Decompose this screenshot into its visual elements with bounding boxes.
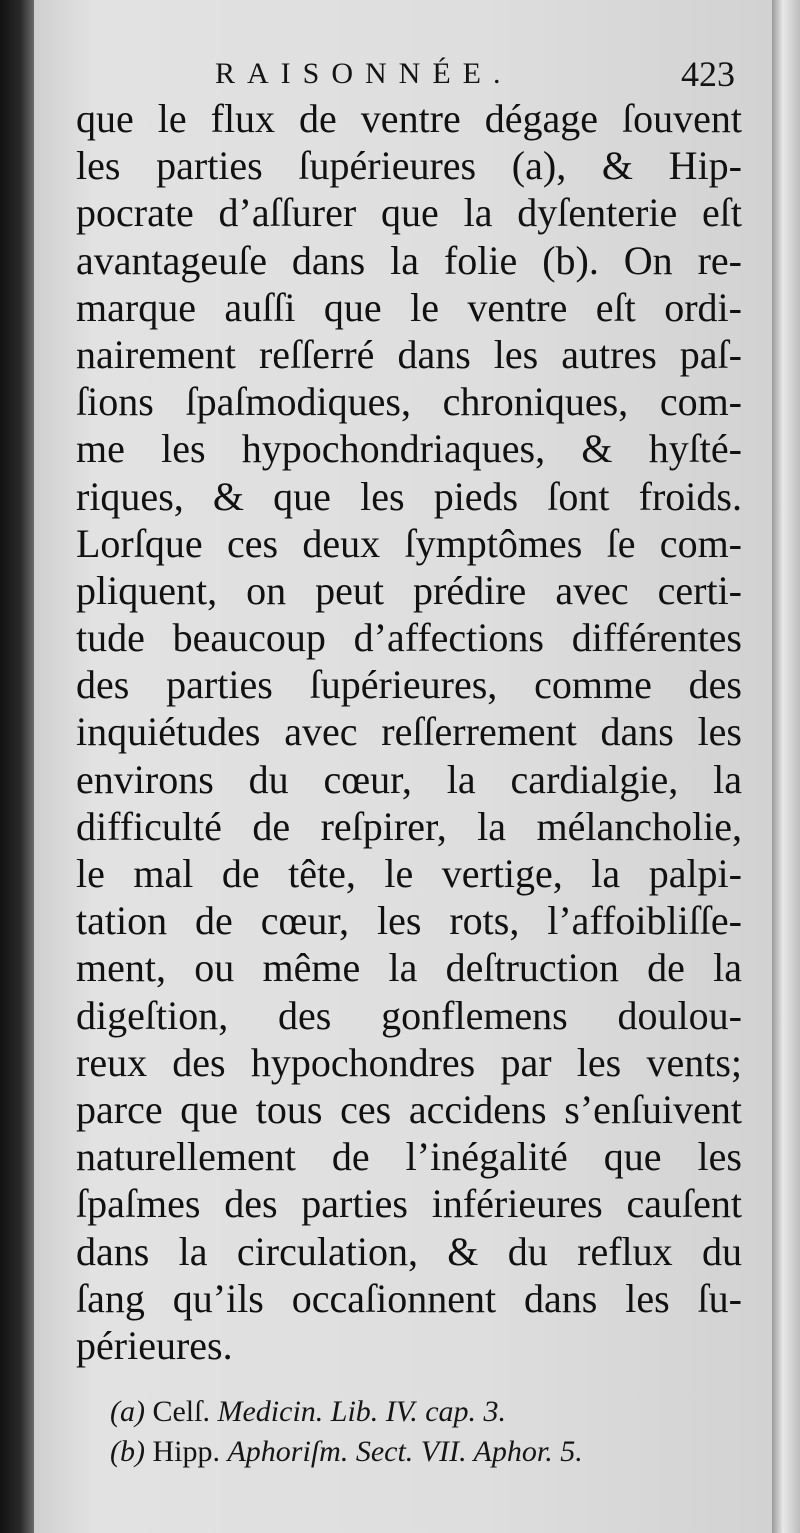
page-gutter-shadow bbox=[0, 0, 34, 1533]
text-line: que le flux de ventre dégage ſouvent bbox=[76, 96, 742, 141]
text-line: nairement reſſerré dans les autres paſ- bbox=[76, 331, 742, 377]
footnote-a bbox=[110, 1392, 710, 1432]
text-line: reux des hypochondres par les vents; bbox=[76, 1039, 742, 1085]
text-line: le mal de tête, le vertige, la palpi- bbox=[76, 851, 742, 896]
text-line: digeſtion, des gonflemens doulou- bbox=[76, 992, 742, 1038]
text-line: ſions ſpaſmodiques, chroniques, com- bbox=[76, 379, 742, 425]
text-line: ſang qu’ils occaſionnent dans les ſu- bbox=[76, 1275, 742, 1321]
text-line: Lorſque ces deux ſymptômes ſe com- bbox=[76, 520, 742, 566]
footnote-reference: Medicin. Lib. IV. cap. 3. bbox=[217, 1395, 507, 1428]
text-line: pocrate d’aſſurer que la dyſenterie eſt bbox=[76, 190, 742, 236]
footnote-mark: (a) bbox=[110, 1395, 145, 1428]
text-line: pliquent, on peut prédire avec certi- bbox=[76, 567, 742, 613]
text-line: ſpaſmes des parties inférieures cauſent bbox=[76, 1181, 742, 1227]
page-number: 423 bbox=[681, 54, 735, 94]
footnote-author: Celſ. bbox=[152, 1395, 210, 1428]
text-line: avantageuſe dans la folie (b). On re- bbox=[76, 237, 742, 283]
text-line: naturellement de l’inégalité que les bbox=[76, 1134, 742, 1180]
text-line: marque auſſi que le ventre eſt ordi- bbox=[76, 284, 742, 330]
text-line: périeures. bbox=[76, 1322, 233, 1368]
text-line: tude beaucoup d’affections différentes bbox=[76, 615, 742, 661]
footnote-author: Hipp. bbox=[152, 1435, 220, 1468]
text-line: des parties ſupérieures, comme des bbox=[76, 662, 742, 708]
footnotes bbox=[110, 1392, 710, 1472]
text-line: difficulté de reſpirer, la mélancholie, bbox=[76, 803, 742, 849]
text-line: tation de cœur, les rots, l’affoibliſſe- bbox=[76, 898, 742, 944]
body-text bbox=[76, 95, 742, 1369]
text-line: inquiétudes avec reſſerrement dans les bbox=[76, 709, 742, 755]
footnote-mark: (b) bbox=[110, 1435, 145, 1468]
footnote-reference: Aphoriſm. Sect. VII. Aphor. 5. bbox=[227, 1435, 583, 1468]
page-header bbox=[215, 52, 735, 96]
text-line: riques, & que les pieds ſont froids. bbox=[76, 473, 742, 519]
text-line: les parties ſupérieures (a), & Hip- bbox=[76, 143, 742, 189]
running-head: RAISONNÉE. bbox=[215, 57, 513, 90]
text-line: environs du cœur, la cardialgie, la bbox=[76, 756, 742, 802]
footnote-b bbox=[110, 1432, 710, 1472]
text-line: ment, ou même la deſtruction de la bbox=[76, 945, 742, 991]
page-edge bbox=[772, 0, 800, 1533]
text-line: me les hypochondriaques, & hyſté- bbox=[76, 426, 742, 472]
text-line: parce que tous ces accidens s’enſuivent bbox=[76, 1086, 742, 1132]
text-line: dans la circulation, & du reflux du bbox=[76, 1228, 742, 1274]
